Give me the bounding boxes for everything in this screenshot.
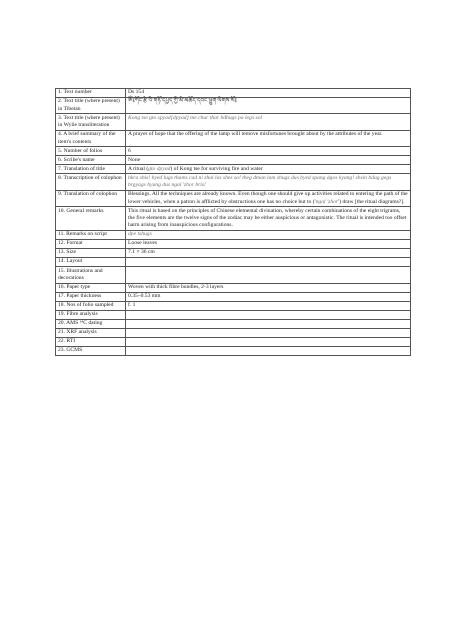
table-row <box>56 174 411 190</box>
row-label: 6. Scribe's name <box>56 156 126 165</box>
row-value: A prayer of hope that the offering of the lamp will remove misfortunes brought about by the attributes of the year. <box>126 130 411 146</box>
row-label: 7. Translation of title <box>56 165 126 174</box>
row-value <box>126 267 411 283</box>
table-row <box>56 230 411 239</box>
table-row <box>56 292 411 301</box>
row-value <box>126 328 411 337</box>
row-value: 0.35–0.53 mm <box>126 292 411 301</box>
tibetan-title: ༀ༔ཀོང་རྩེ་འི་གཏོ་དཔྱད་ཀྱི་མེ་མཆོད་དབང་ཕྱུག་ལེགས་སོ༔ <box>126 98 411 114</box>
text-run: ) of Kong tse for surviving fire and water <box>170 165 263 172</box>
row-label: 3. Text title (where present) in Wylie transliteration <box>56 114 126 130</box>
row-label: 4. A brief summary of the item's contents <box>56 130 126 146</box>
table-row <box>56 147 411 156</box>
row-value: None <box>126 156 411 165</box>
row-label: 15. Illustrations and decorations <box>56 267 126 283</box>
italic-term: ngal 'zhor <box>315 198 339 205</box>
row-value: f. 1 <box>126 301 411 310</box>
row-value: Ds 154 <box>126 89 411 98</box>
table-row <box>56 239 411 248</box>
table-row <box>56 156 411 165</box>
row-label: 9. Translation of colophon <box>56 190 126 206</box>
wylie-title: Kong tse gto spyad[dpyad] me chur thar bdbugs pa legs sol <box>126 114 411 130</box>
script-remark: dpe tshugs <box>126 230 411 239</box>
text-run: A ritual ( <box>128 165 149 172</box>
row-label: 10. General remarks <box>56 207 126 231</box>
row-value: Woven with thick fibre bundles, 2-3 layers <box>126 283 411 292</box>
row-value: 7.1 × 36 cm <box>126 249 411 258</box>
row-label: 22. RTI <box>56 338 126 347</box>
catalogue-table <box>55 88 411 356</box>
row-label: 14. Layout <box>56 258 126 267</box>
table-row <box>56 165 411 174</box>
table-row <box>56 114 411 130</box>
row-value <box>126 338 411 347</box>
table-row <box>56 130 411 146</box>
table-row <box>56 190 411 206</box>
colophon-translation <box>126 190 411 206</box>
text-run: Blessings. All the techniques are already known. Even though one should give up activities related to entering the path of the lower vehicles, when a patron is afflicted by obstructions one has no choice but to (' <box>128 191 408 205</box>
row-label: 5. Number of folios <box>56 147 126 156</box>
row-label: 18. Nos of folio sampled <box>56 301 126 310</box>
row-label: 16. Paper type <box>56 283 126 292</box>
colophon-transcription: bkra shis! byed lugs thams cad ni zhal las shes so! theg dman lam zhugs dus byed spang dgos kyang! sbsin bdag gegs brgyags byung dus ngal 'zhor bris! <box>126 174 411 190</box>
row-label: 1. Text number <box>56 89 126 98</box>
catalogue-sheet <box>55 88 408 356</box>
table-row <box>56 267 411 283</box>
row-label: 23. GCMS <box>56 347 126 356</box>
table-row <box>56 98 411 114</box>
table-row <box>56 89 411 98</box>
row-value <box>126 258 411 267</box>
row-value <box>126 319 411 328</box>
title-translation <box>126 165 411 174</box>
table-row <box>56 338 411 347</box>
table-row <box>56 207 411 231</box>
row-label: 20. AMS ¹⁴C dating <box>56 319 126 328</box>
table-row <box>56 319 411 328</box>
table-row <box>56 258 411 267</box>
table-row <box>56 328 411 337</box>
row-label: 19. Fibre analysis <box>56 310 126 319</box>
row-label: 17. Paper thickness <box>56 292 126 301</box>
table-row <box>56 301 411 310</box>
table-row <box>56 347 411 356</box>
row-value <box>126 347 411 356</box>
row-label: 21. XRF analysis <box>56 328 126 337</box>
row-value: This ritual is based on the principles of Chinese elemental divination, whereby certain combinations of the eight trigrams, the five elements are the twelve signs of the zodiac may be either auspicious or antagonistic. The ritual is intended too offset harm arising from inauspicious configurations. <box>126 207 411 231</box>
row-value: Loose leaves <box>126 239 411 248</box>
table-row <box>56 310 411 319</box>
italic-term: gto dpyad <box>148 165 171 172</box>
text-run: ') draw [the ritual diagrams?]. <box>338 198 405 205</box>
row-label: 13. Size <box>56 249 126 258</box>
row-value <box>126 310 411 319</box>
row-label: 2. Text title (where present) in Tibetan <box>56 98 126 114</box>
table-row <box>56 249 411 258</box>
row-label: 8. Transcription of colophon <box>56 174 126 190</box>
row-value: 6 <box>126 147 411 156</box>
table-row <box>56 283 411 292</box>
row-label: 12. Format <box>56 239 126 248</box>
row-label: 11. Remarks on script <box>56 230 126 239</box>
